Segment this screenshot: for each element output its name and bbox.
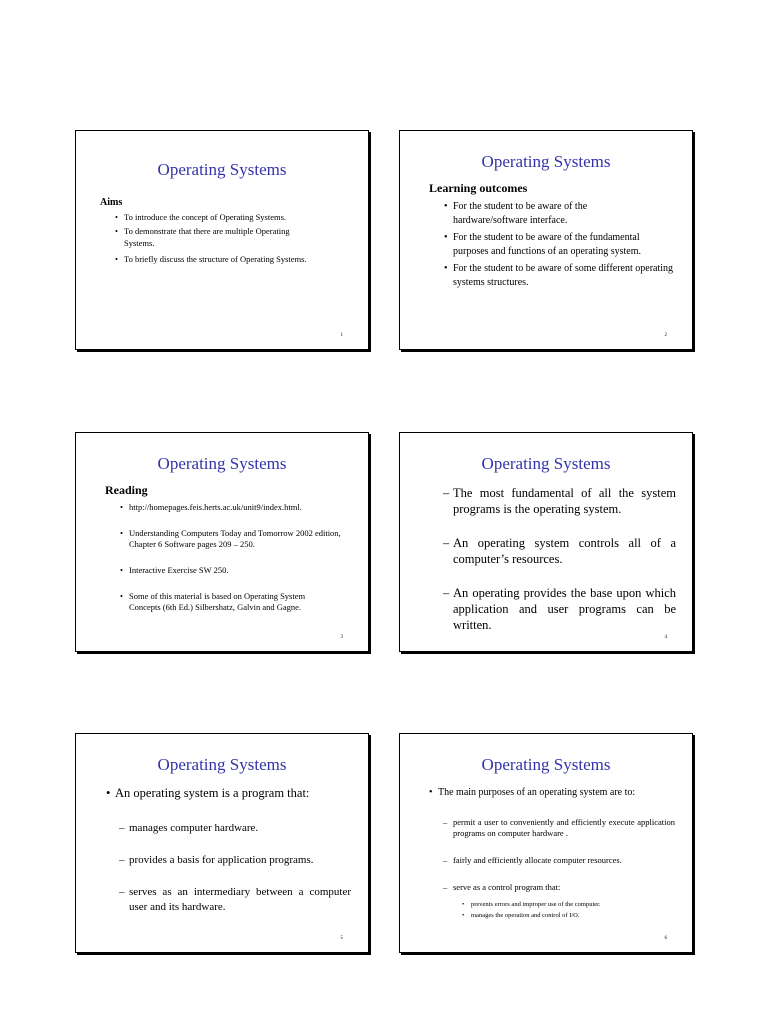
list-item: – fairly and efficiently allocate computer resources. (443, 855, 675, 866)
bullet-list (115, 211, 330, 265)
list-item: • manages the operation and control of I/O. (462, 910, 672, 921)
slide-number: 1 (340, 333, 343, 338)
intro-text: • The main purposes of an operating system are to: (429, 786, 688, 799)
slide-1 (75, 130, 369, 350)
list-item: • http://homepages.feis.herts.ac.uk/unit9/index.html. (120, 502, 355, 513)
dash-list (443, 485, 676, 633)
slide-number: 5 (340, 936, 343, 941)
slide-heading: Aims (100, 197, 123, 208)
list-item: • For the student to be aware of the hardware/software interface. (444, 200, 674, 228)
dash-list (443, 817, 675, 894)
slide-heading: Reading (105, 483, 148, 497)
list-item: – serves as an intermediary between a computer user and its hardware. (119, 885, 351, 915)
list-item: • Some of this material is based on Operating System Concepts (6th Ed.) Silbershatz, Galvin and Gagne. (120, 591, 355, 613)
list-item: – serve as a control program that: (443, 882, 675, 893)
slide-title: Operating Systems (157, 454, 287, 473)
slide-4 (399, 432, 693, 652)
slide-title: Operating Systems (481, 152, 611, 171)
bullet-list (444, 200, 674, 290)
list-item: • To introduce the concept of Operating Systems. (115, 211, 330, 223)
slide-number: 3 (340, 635, 343, 640)
slide-heading: Learning outcomes (429, 181, 528, 195)
sub-bullet-list (462, 899, 672, 921)
list-item: • For the student to be aware of some different operating systems structures. (444, 262, 674, 290)
list-item: – manages computer hardware. (119, 821, 351, 836)
slide-2 (399, 130, 693, 350)
slide-number: 2 (664, 333, 667, 338)
list-item: • For the student to be aware of the fundamental purposes and functions of an operating system. (444, 231, 674, 259)
slide-title: Operating Systems (157, 755, 287, 774)
slide-6 (399, 733, 693, 953)
slide-title: Operating Systems (481, 755, 611, 774)
list-item: – An operating system controls all of a computer’s resources. (443, 535, 676, 567)
list-item: • Understanding Computers Today and Tomorrow 2002 edition, Chapter 6 Software pages 209 – 250. (120, 528, 355, 550)
list-item: – permit a user to conveniently and efficiently execute application programs on computer hardware . (443, 817, 675, 839)
slide-title: Operating Systems (157, 160, 287, 179)
list-item: – provides a basis for application programs. (119, 853, 351, 868)
slide-5 (75, 733, 369, 953)
slide-3 (75, 432, 369, 652)
slide-number: 6 (664, 936, 667, 941)
dash-list (119, 821, 351, 915)
list-item: • Interactive Exercise SW 250. (120, 565, 355, 576)
list-item: • To demonstrate that there are multiple Operating Systems. (115, 225, 330, 249)
intro-text: • An operating system is a program that: (106, 785, 355, 801)
bullet-list (120, 502, 355, 613)
slide-title: Operating Systems (481, 454, 611, 473)
list-item: • To briefly discuss the structure of Operating Systems. (115, 253, 330, 265)
list-item: – The most fundamental of all the system programs is the operating system. (443, 485, 676, 517)
list-item: • prevents errors and improper use of the computer. (462, 899, 672, 910)
slide-number: 4 (664, 635, 667, 640)
list-item: – An operating provides the base upon which application and user programs can be written. (443, 585, 676, 633)
